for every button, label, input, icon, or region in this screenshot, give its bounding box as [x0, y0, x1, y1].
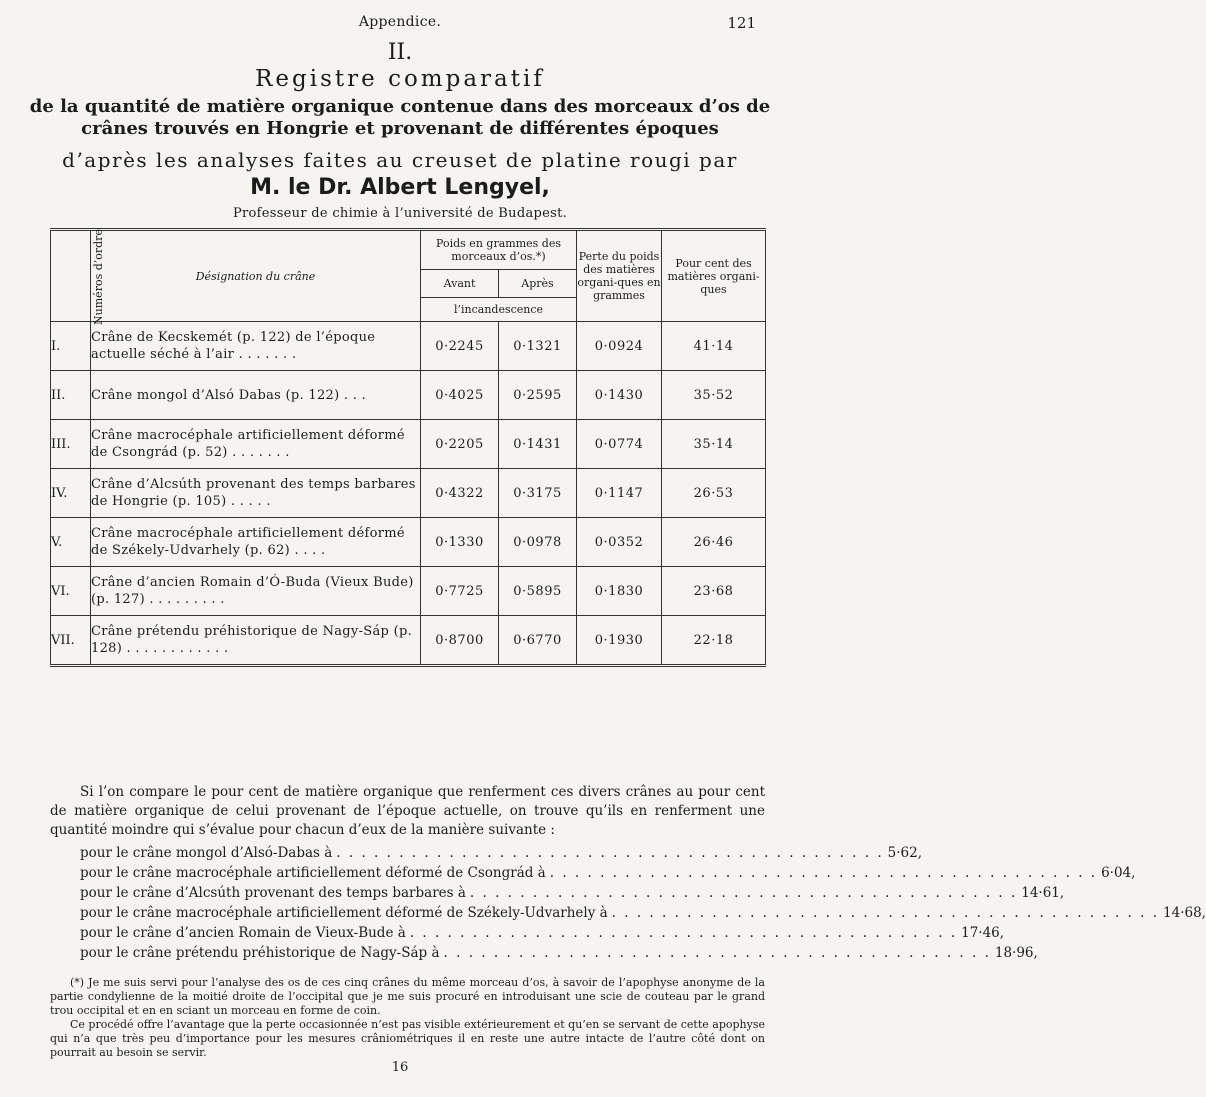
row-number: II. — [51, 371, 91, 420]
row-pourcent: 22·18 — [662, 616, 766, 666]
comparison-text: pour le crâne macrocéphale artificiellement déformé de Székely-Udvarhely à — [80, 905, 608, 921]
comparison-value: 5·62, — [887, 845, 922, 861]
header-apres: Après — [499, 269, 577, 298]
dot-leader: . . . . . . . . . . . . . . . . . . . . . . . . . . . . . . . . . . . . . . . . . . . . — [611, 905, 1160, 921]
table-row — [51, 420, 766, 469]
row-pourcent: 35·52 — [662, 371, 766, 420]
row-avant: 0·1330 — [421, 518, 499, 567]
comparison-text: pour le crâne mongol d’Alsó-Dabas à — [80, 845, 333, 861]
row-perte: 0·1147 — [577, 469, 662, 518]
row-number: III. — [51, 420, 91, 469]
table-row — [51, 567, 766, 616]
running-title: Appendice. — [358, 14, 442, 30]
comparison-value: 14·68, — [1163, 905, 1206, 921]
row-perte: 0·0352 — [577, 518, 662, 567]
dot-leader: . . . . . . . . . . . . . . . . . . . . . . . . . . . . . . . . . . . . . . . . . . . . — [443, 945, 991, 961]
row-perte: 0·0924 — [577, 322, 662, 371]
list-item — [80, 883, 1065, 903]
comparison-value: 6·04, — [1101, 865, 1136, 881]
author-affiliation: Professeur de chimie à l’université de Budapest. — [232, 206, 568, 221]
table-row — [51, 616, 766, 666]
list-item — [80, 903, 1206, 923]
row-number: I. — [51, 322, 91, 371]
row-apres: 0·1431 — [499, 420, 577, 469]
list-item — [80, 923, 1005, 943]
comparison-text: pour le crâne macrocéphale artificiellement déformé de Csongrád à — [80, 865, 546, 881]
row-pourcent: 23·68 — [662, 567, 766, 616]
register-table — [50, 228, 766, 667]
comparison-value: 18·96, — [994, 945, 1038, 961]
row-apres: 0·2595 — [499, 371, 577, 420]
footnote: (*) Je me suis servi pour l’analyse des os de ces cinq crânes du même morceau d’os, à savoir de l’apophyse anonyme de la partie condylienne de la moitié droite de l’occipital que je me suis procuré en introduisant une scie de couteau par le grand trou occipital et en en sciant un morceau en forme de coin. — [50, 976, 765, 1017]
table-row — [51, 371, 766, 420]
comparison-value: 17·46, — [961, 925, 1005, 941]
header-perte: Perte du poids des matières organi-ques en grammes — [577, 230, 662, 322]
row-pourcent: 35·14 — [662, 420, 766, 469]
section-number: II. — [387, 40, 413, 65]
page-title: Registre comparatif — [255, 66, 545, 92]
list-item — [80, 863, 1136, 883]
comparison-text: pour le crâne d’ancien Romain de Vieux-Bude à — [80, 925, 406, 941]
row-avant: 0·2205 — [421, 420, 499, 469]
comparison-text: pour le crâne prétendu préhistorique de Nagy-Sáp à — [80, 945, 440, 961]
comparison-text: pour le crâne d’Alcsúth provenant des temps barbares à — [80, 885, 466, 901]
footnotes — [50, 976, 765, 1060]
table-row — [51, 518, 766, 567]
header-incandescence: l’incandescence — [421, 298, 577, 322]
list-item — [80, 943, 1038, 963]
footnote: Ce procédé offre l’avantage que la perte occasionnée n’est pas visible extérieurement et qu’en se servant de cette apophyse qui n’a que très peu d’importance pour les mesures crâniométriques il en reste une autre intacte de l’autre côté dont on pourrait au besoin se servir. — [50, 1018, 765, 1059]
signature-mark: 16 — [391, 1060, 409, 1075]
row-designation: Crâne mongol d’Alsó Dabas (p. 122) . . . — [91, 371, 421, 420]
dot-leader: . . . . . . . . . . . . . . . . . . . . . . . . . . . . . . . . . . . . . . . . . . . . — [469, 885, 1018, 901]
row-designation: Crâne de Kecskemét (p. 122) de l’époque actuelle séché à l’air . . . . . . . — [91, 322, 421, 371]
row-perte: 0·0774 — [577, 420, 662, 469]
row-designation: Crâne macrocéphale artificiellement déformé de Székely-Udvarhely (p. 62) . . . . — [91, 518, 421, 567]
row-designation: Crâne macrocéphale artificiellement déformé de Csongrád (p. 52) . . . . . . . — [91, 420, 421, 469]
row-apres: 0·1321 — [499, 322, 577, 371]
row-avant: 0·4322 — [421, 469, 499, 518]
running-head — [0, 14, 800, 34]
row-pourcent: 26·46 — [662, 518, 766, 567]
header-designation: Désignation du crâne — [91, 230, 421, 322]
row-apres: 0·5895 — [499, 567, 577, 616]
dot-leader: . . . . . . . . . . . . . . . . . . . . . . . . . . . . . . . . . . . . . . . . . . . . — [409, 925, 958, 941]
header-poids: Poids en grammes des morceaux d’os.*) — [421, 230, 577, 270]
subheading: de la quantité de matière organique contenue dans des morceaux d’os de crânes trouvés en Hongrie et provenant de différentes époques — [29, 96, 771, 139]
row-avant: 0·7725 — [421, 567, 499, 616]
row-number: IV. — [51, 469, 91, 518]
analyses-line: d’après les analyses faites au creuset de platine rougi par — [62, 148, 738, 172]
row-perte: 0·1430 — [577, 371, 662, 420]
table-row — [51, 469, 766, 518]
table-row — [51, 322, 766, 371]
row-designation: Crâne d’ancien Romain d’Ó-Buda (Vieux Bude) (p. 127) . . . . . . . . . — [91, 567, 421, 616]
header-avant: Avant — [421, 269, 499, 298]
row-avant: 0·8700 — [421, 616, 499, 666]
comparison-value: 14·61, — [1021, 885, 1065, 901]
row-designation: Crâne d’Alcsúth provenant des temps barbares de Hongrie (p. 105) . . . . . — [91, 469, 421, 518]
row-pourcent: 41·14 — [662, 322, 766, 371]
page-number: 121 — [727, 14, 756, 32]
list-item — [80, 843, 922, 863]
dot-leader: . . . . . . . . . . . . . . . . . . . . . . . . . . . . . . . . . . . . . . . . . . . . — [336, 845, 884, 861]
body-paragraph: Si l’on compare le pour cent de matière organique que renferment ces divers crânes au pour cent de matière organique de celui provenant de l’époque actuelle, on trouve qu’ils en renferment une quantité moindre qui s’évalue pour chacun d’eux de la manière suivante : — [50, 784, 765, 838]
row-designation: Crâne prétendu préhistorique de Nagy-Sáp (p. 128) . . . . . . . . . . . . — [91, 616, 421, 666]
row-pourcent: 26·53 — [662, 469, 766, 518]
row-perte: 0·1830 — [577, 567, 662, 616]
row-avant: 0·2245 — [421, 322, 499, 371]
row-avant: 0·4025 — [421, 371, 499, 420]
row-number: V. — [51, 518, 91, 567]
row-number: VI. — [51, 567, 91, 616]
author-name: M. le Dr. Albert Lengyel, — [250, 175, 550, 200]
row-number: VII. — [51, 616, 91, 666]
dot-leader: . . . . . . . . . . . . . . . . . . . . . . . . . . . . . . . . . . . . . . . . . . . . — [549, 865, 1098, 881]
row-perte: 0·1930 — [577, 616, 662, 666]
header-pourcent: Pour cent des matières organi-ques — [662, 230, 766, 322]
comparison-list — [80, 843, 1206, 963]
row-apres: 0·3175 — [499, 469, 577, 518]
header-numeros: Numéros d’ordre — [51, 230, 91, 322]
row-apres: 0·0978 — [499, 518, 577, 567]
row-apres: 0·6770 — [499, 616, 577, 666]
